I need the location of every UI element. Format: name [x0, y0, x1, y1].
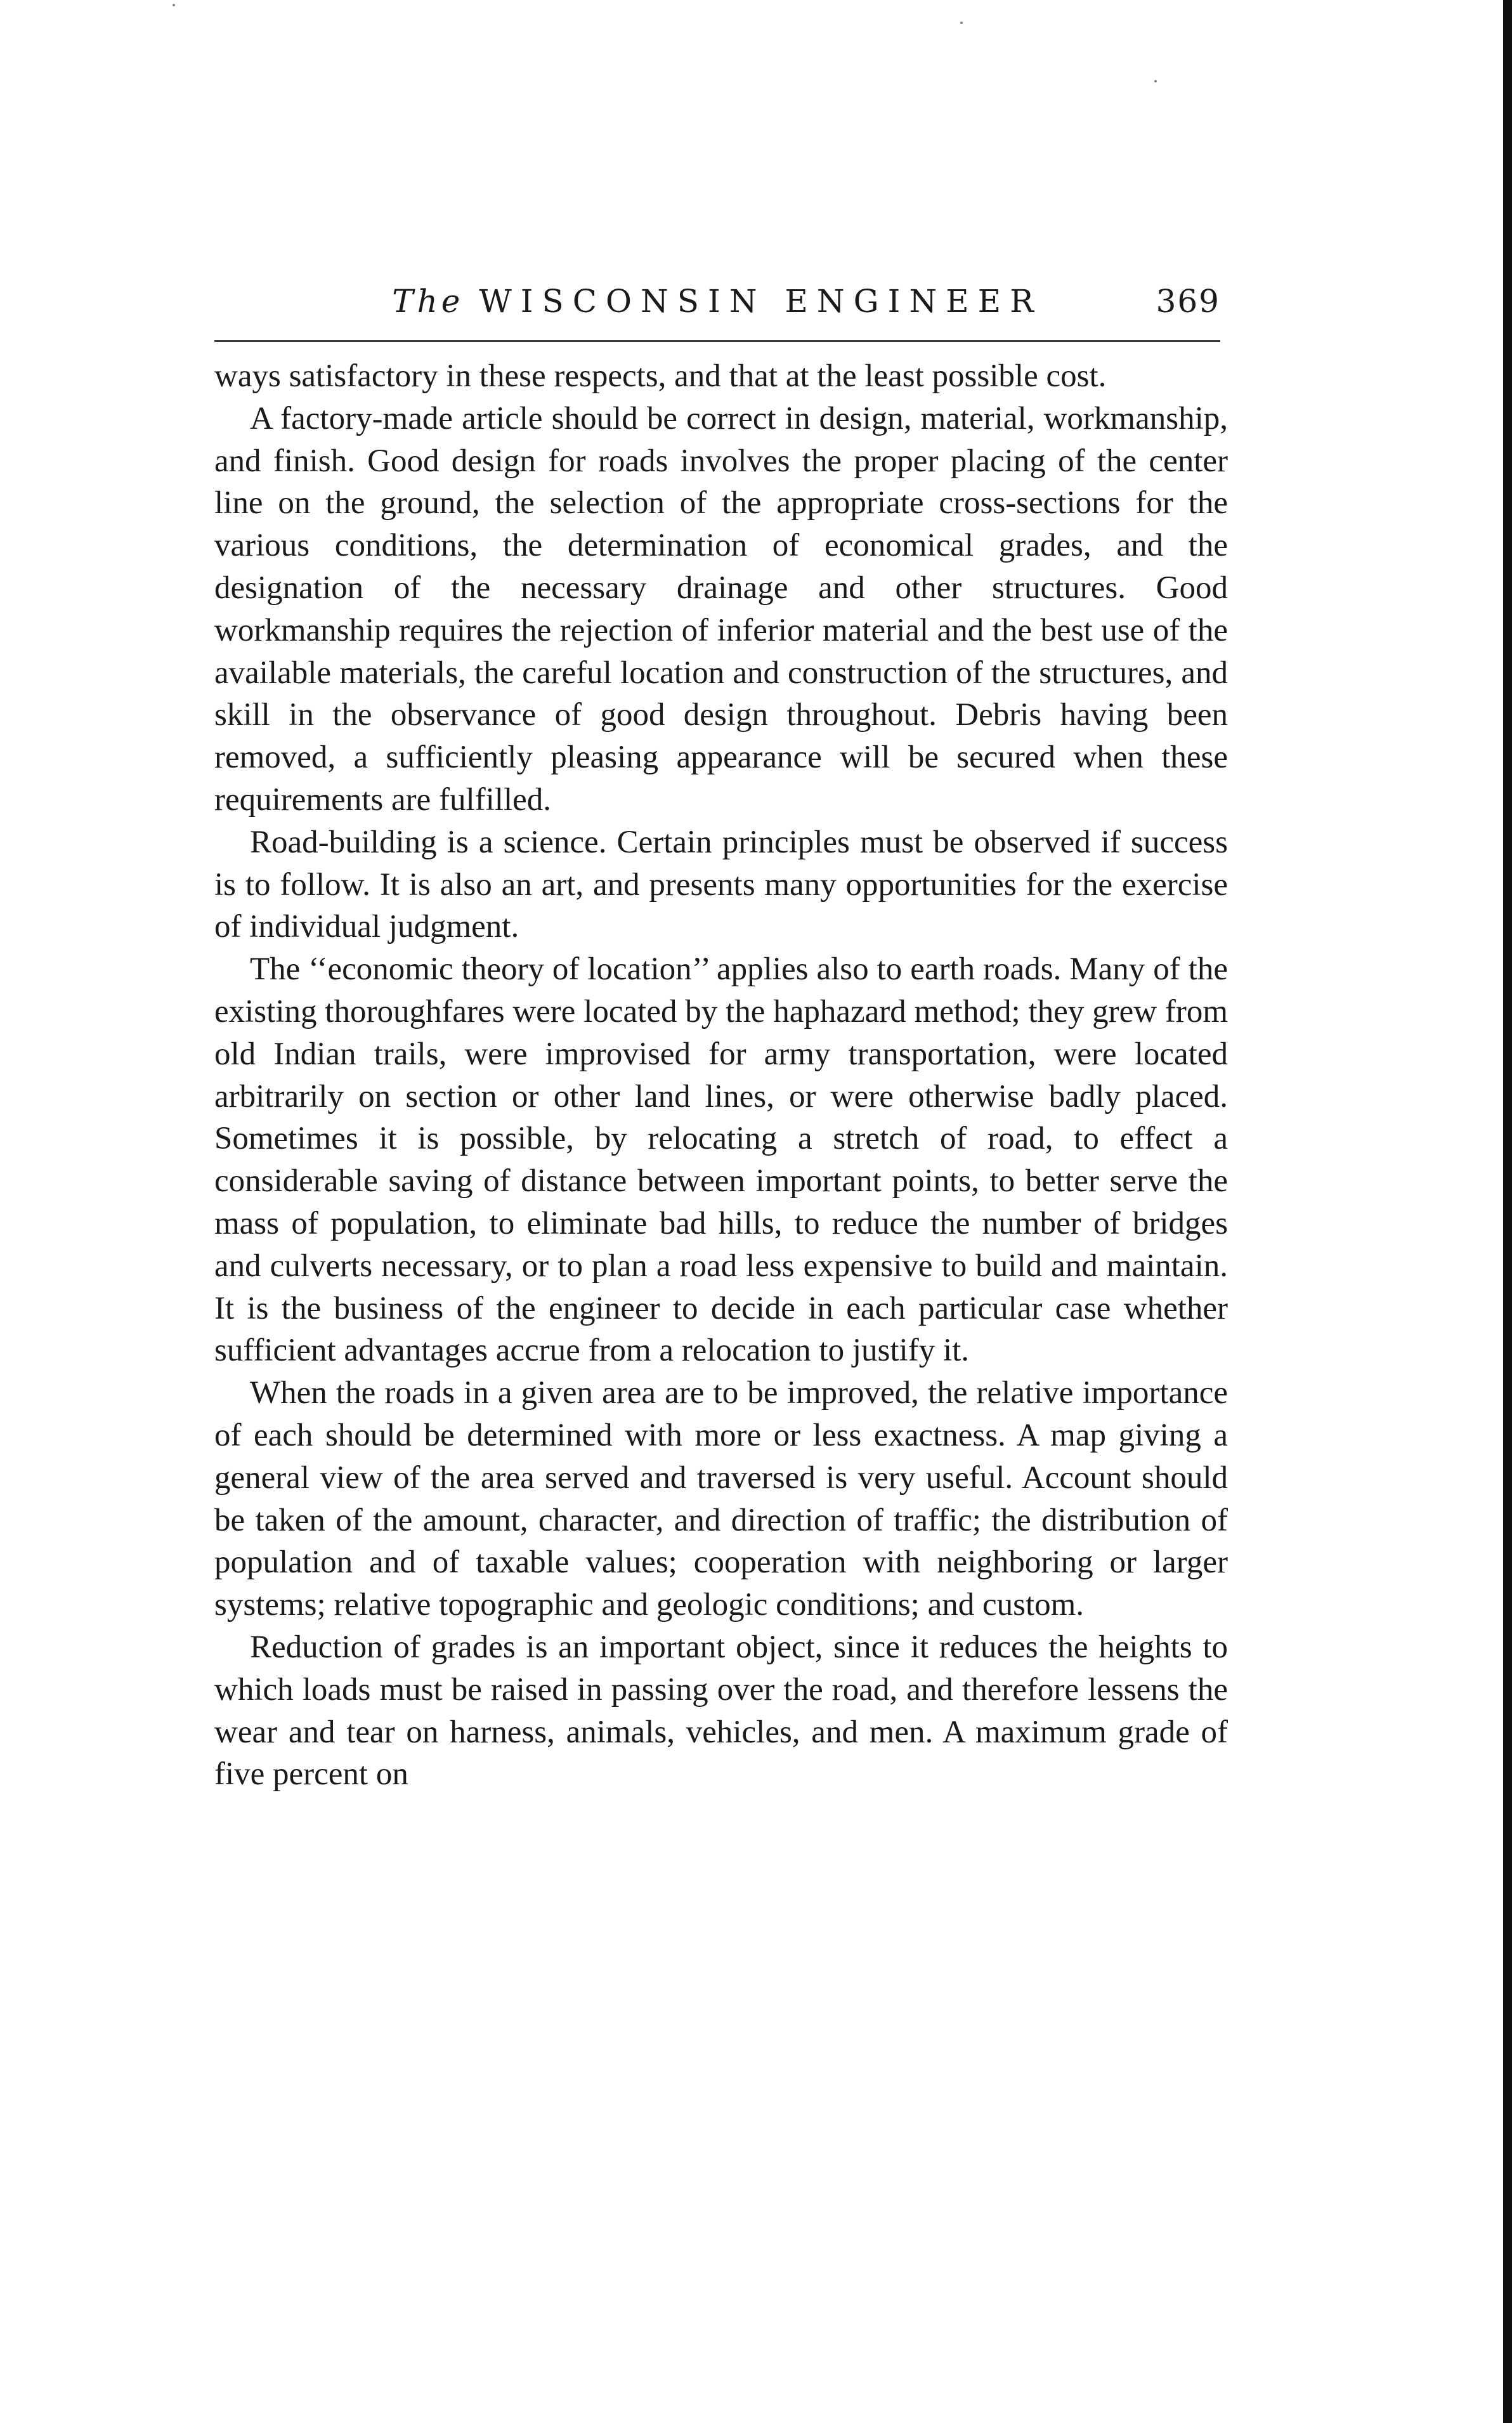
paragraph-location-theory: The ‘‘economic theory of location’’ applies also to earth roads. Many of the existing thoroughfares were located by the haphazard method; they grew from old Indian trails, were improvised for army transportation, were located arbitrarily on section or other land lines, or were otherwise badly placed. Sometimes it is possible, by relocating a stretch of road, to effect a considerable saving of distance between important points, to better serve the mass of population, to eliminate bad hills, to reduce the number of bridges and culverts necessary, or to plan a road less expensive to build and maintain. It is the business of the engineer to decide in each particular case whether sufficient advantages accrue from a relocation to justify it.	[214, 951, 1228, 1369]
scan-speck	[960, 22, 963, 24]
running-header	[214, 279, 1220, 323]
page-number: 369	[1156, 283, 1220, 320]
scan-border	[1503, 0, 1512, 2423]
journal-title-name: WISCONSIN ENGINEER	[479, 283, 1043, 320]
paragraph-design: A factory-made article should be correct in design, material, workmanship, and finish. Good design for roads involves the proper placing of the center line on the ground, the selection of the appropriate cross-sections for the various conditions, the determination of economical grades, and the designation of the necessary drainage and other structures. Good workmanship requires the rejection of inferior material and the best use of the available materials, the careful location and construction of the structures, and skill in the observance of good design throughout. Debris having been removed, a sufficiently pleasing appearance will be secured when these requirements are fulfilled.	[214, 400, 1228, 818]
header-rule	[214, 340, 1220, 342]
article-body	[214, 355, 1228, 1796]
paragraph-continued: ways satisfactory in these respects, and that at the least possible cost.	[214, 358, 1107, 394]
journal-title	[214, 279, 1220, 323]
scan-speck	[1154, 80, 1157, 82]
paragraph-road-building: Road-building is a science. Certain principles must be observed if success is to follow. It is also an art, and presents many opportunities for the exercise of individual judgment.	[214, 824, 1228, 945]
paragraph-grade-reduction: Reduction of grades is an important object, since it reduces the heights to which loads must be raised in passing over the road, and therefore lessens the wear and tear on harness, animals, vehicles, and men. A maximum grade of five percent on	[214, 1629, 1228, 1793]
paragraph-road-importance: When the roads in a given area are to be improved, the relative importance of each should be determined with more or less exactness. A map giving a general view of the area served and traversed is very useful. Account should be taken of the amount, character, and direction of traffic; the distribution of population and of taxable values; cooperation with neighboring or larger systems; relative topographic and geologic conditions; and custom.	[214, 1375, 1228, 1623]
scan-speck	[173, 4, 175, 6]
journal-title-article: The	[392, 283, 464, 320]
